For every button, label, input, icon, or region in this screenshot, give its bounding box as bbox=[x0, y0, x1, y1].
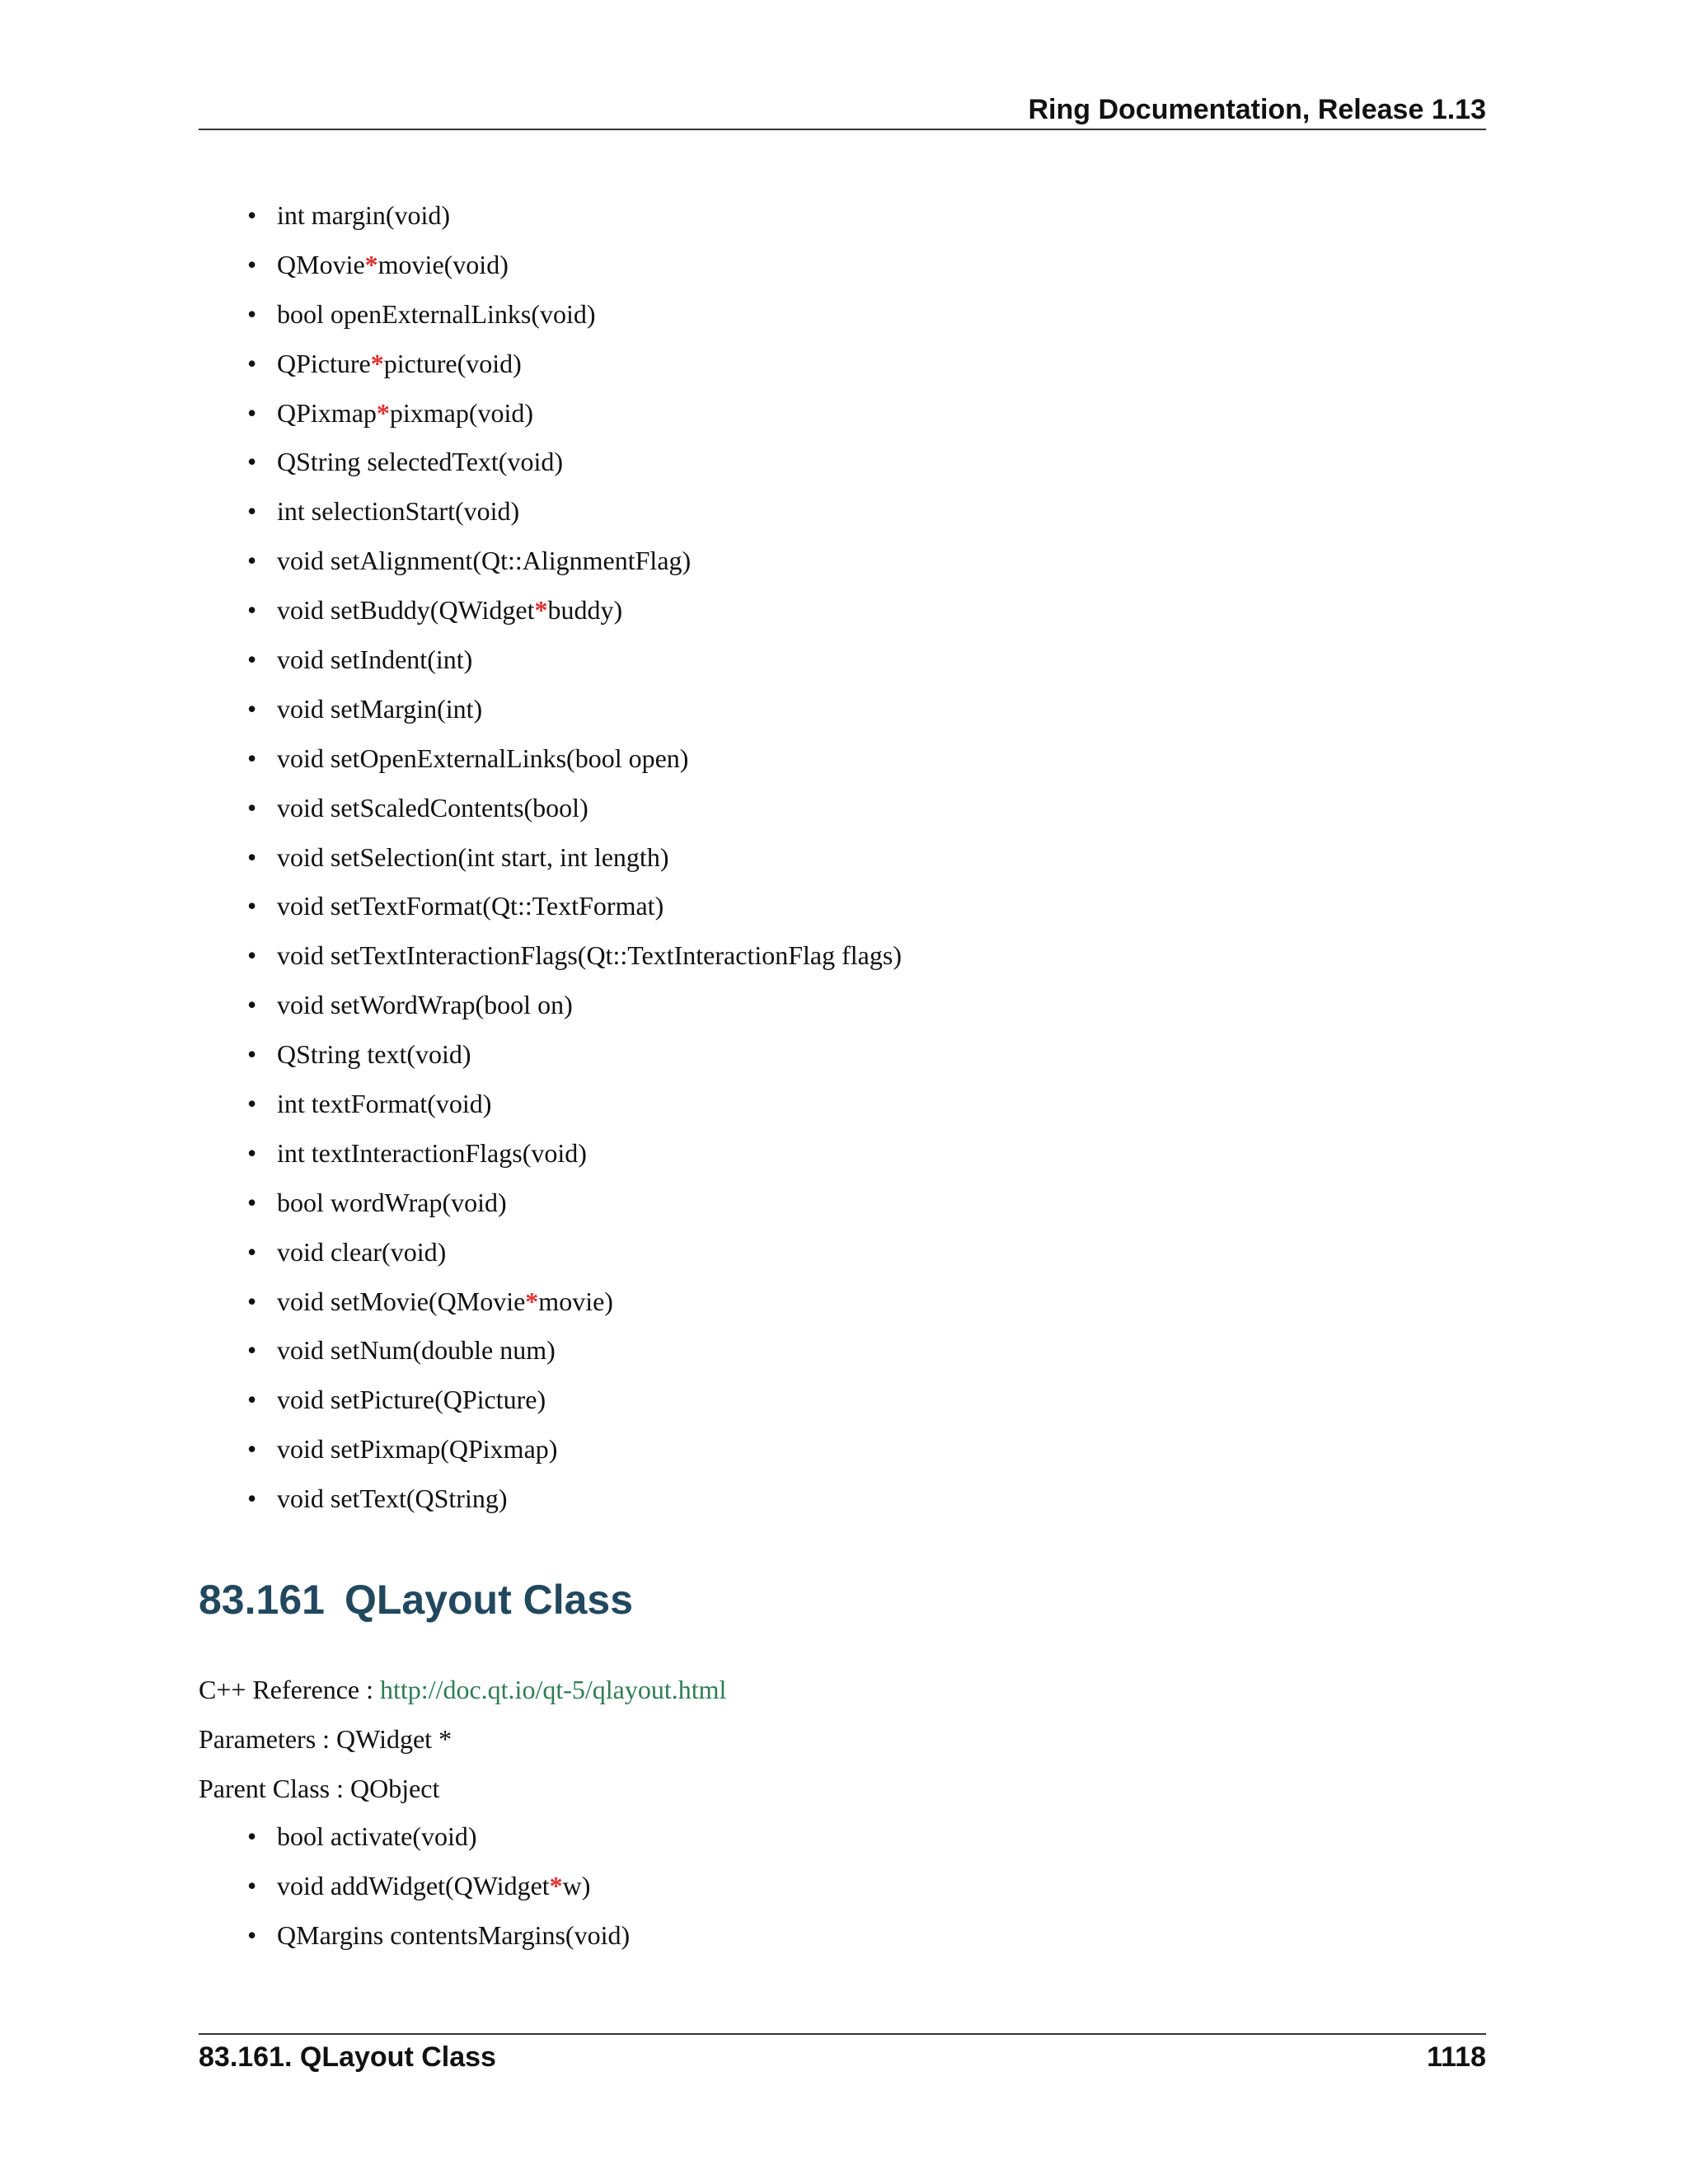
bullet-icon: • bbox=[247, 1870, 257, 1900]
method-signature-rest: w) bbox=[562, 1870, 591, 1900]
bullet-icon: • bbox=[247, 644, 257, 675]
bullet-icon: • bbox=[247, 1434, 257, 1465]
list-item bbox=[247, 438, 902, 487]
list-item bbox=[247, 1812, 630, 1862]
bullet-icon: • bbox=[247, 1821, 257, 1851]
list-item bbox=[247, 1228, 902, 1277]
list-item bbox=[247, 1030, 902, 1080]
bullet-icon: • bbox=[247, 1187, 257, 1217]
pointer-star: * bbox=[364, 249, 378, 279]
method-list-layout bbox=[247, 1812, 630, 1961]
method-signature: QMargins contentsMargins(void) bbox=[277, 1919, 631, 1950]
cpp-reference bbox=[199, 1669, 726, 1710]
method-signature: int margin(void) bbox=[277, 200, 451, 230]
method-signature: int textInteractionFlags(void) bbox=[277, 1137, 587, 1168]
parameters: Parameters : QWidget * bbox=[199, 1724, 452, 1754]
bullet-icon: • bbox=[247, 1236, 257, 1267]
list-item bbox=[247, 784, 902, 833]
method-signature: void setAlignment(Qt::AlignmentFlag) bbox=[277, 546, 692, 576]
bullet-icon: • bbox=[247, 1089, 257, 1119]
bullet-icon: • bbox=[247, 891, 257, 921]
method-signature: void setBuddy(QWidget bbox=[277, 595, 535, 626]
method-signature-rest: movie) bbox=[538, 1286, 613, 1316]
list-item bbox=[247, 1862, 630, 1911]
list-item bbox=[247, 537, 902, 586]
method-signature: bool activate(void) bbox=[277, 1821, 477, 1851]
bullet-icon: • bbox=[247, 792, 257, 823]
method-signature: void setText(QString) bbox=[277, 1483, 508, 1514]
method-signature-rest: buddy) bbox=[547, 595, 623, 626]
method-signature-rest: pixmap(void) bbox=[389, 397, 534, 428]
page-number: 1118 bbox=[1427, 2041, 1486, 2073]
pointer-star: * bbox=[370, 348, 384, 378]
list-item bbox=[247, 1326, 902, 1376]
method-signature-rest: movie(void) bbox=[377, 249, 509, 279]
bullet-icon: • bbox=[247, 743, 257, 773]
list-item bbox=[247, 1129, 902, 1179]
bullet-icon: • bbox=[247, 397, 257, 428]
page-header bbox=[199, 89, 1486, 130]
method-signature: QMovie bbox=[277, 249, 365, 279]
pointer-star: * bbox=[376, 397, 390, 428]
bullet-icon: • bbox=[247, 546, 257, 576]
footer-section: 83.161. QLayout Class bbox=[199, 2041, 496, 2073]
method-signature: void setSelection(int start, int length) bbox=[277, 841, 669, 872]
pointer-star: * bbox=[525, 1286, 539, 1316]
list-item bbox=[247, 1080, 902, 1129]
method-signature-rest: picture(void) bbox=[383, 348, 522, 378]
list-item bbox=[247, 1376, 902, 1425]
method-signature: void setPicture(QPicture) bbox=[277, 1385, 546, 1415]
method-signature: int textFormat(void) bbox=[277, 1089, 492, 1119]
list-item bbox=[247, 833, 902, 883]
list-item bbox=[247, 191, 902, 241]
list-item bbox=[247, 685, 902, 734]
pointer-star: * bbox=[534, 595, 548, 626]
bullet-icon: • bbox=[247, 1137, 257, 1168]
method-signature: void setOpenExternalLinks(bool open) bbox=[277, 743, 689, 773]
list-item bbox=[247, 1277, 902, 1327]
header-title: Ring Documentation, Release 1.13 bbox=[1028, 94, 1486, 125]
list-item bbox=[247, 931, 902, 981]
bullet-icon: • bbox=[247, 447, 257, 477]
list-item bbox=[247, 389, 902, 438]
bullet-icon: • bbox=[247, 841, 257, 872]
list-item bbox=[247, 981, 902, 1030]
parent-class: Parent Class : QObject bbox=[199, 1774, 440, 1803]
method-signature: void setMargin(int) bbox=[277, 693, 483, 724]
method-signature: void setScaledContents(bool) bbox=[277, 792, 588, 823]
method-signature: int selectionStart(void) bbox=[277, 496, 520, 527]
list-item bbox=[247, 586, 902, 635]
method-signature: void setIndent(int) bbox=[277, 644, 473, 675]
cpp-reference-link[interactable]: http://doc.qt.io/qt-5/qlayout.html bbox=[380, 1675, 727, 1704]
method-signature: void setNum(double num) bbox=[277, 1335, 556, 1366]
method-signature: QPixmap bbox=[277, 397, 377, 428]
method-signature: QString text(void) bbox=[277, 1039, 471, 1070]
list-item bbox=[247, 1911, 630, 1961]
bullet-icon: • bbox=[247, 1385, 257, 1415]
pointer-star: * bbox=[549, 1870, 563, 1900]
cpp-reference-label: C++ Reference : bbox=[199, 1675, 380, 1704]
method-signature: void addWidget(QWidget bbox=[277, 1870, 550, 1900]
method-signature: QString selectedText(void) bbox=[277, 447, 563, 477]
list-item bbox=[247, 635, 902, 685]
bullet-icon: • bbox=[247, 940, 257, 971]
bullet-icon: • bbox=[247, 1483, 257, 1514]
bullet-icon: • bbox=[247, 348, 257, 378]
method-list-label bbox=[247, 191, 902, 1524]
list-item bbox=[247, 340, 902, 389]
list-item bbox=[247, 882, 902, 931]
method-signature: void setPixmap(QPixmap) bbox=[277, 1434, 558, 1465]
page-footer bbox=[199, 2033, 1486, 2074]
list-item bbox=[247, 1425, 902, 1474]
bullet-icon: • bbox=[247, 693, 257, 724]
bullet-icon: • bbox=[247, 1039, 257, 1070]
section-number: 83.161 bbox=[199, 1577, 325, 1623]
bullet-icon: • bbox=[247, 496, 257, 527]
bullet-icon: • bbox=[247, 990, 257, 1020]
bullet-icon: • bbox=[247, 249, 257, 279]
method-signature: void setWordWrap(bool on) bbox=[277, 990, 573, 1020]
bullet-icon: • bbox=[247, 1335, 257, 1366]
method-signature: void setTextInteractionFlags(Qt::TextInteractionFlag flags) bbox=[277, 940, 902, 971]
list-item bbox=[247, 1179, 902, 1228]
list-item bbox=[247, 1474, 902, 1524]
method-signature: bool openExternalLinks(void) bbox=[277, 298, 596, 329]
method-signature: bool wordWrap(void) bbox=[277, 1187, 507, 1217]
list-item bbox=[247, 734, 902, 784]
method-signature: void setTextFormat(Qt::TextFormat) bbox=[277, 891, 664, 921]
list-item bbox=[247, 487, 902, 537]
bullet-icon: • bbox=[247, 595, 257, 626]
method-signature: void setMovie(QMovie bbox=[277, 1286, 526, 1316]
section-name: QLayout Class bbox=[344, 1577, 634, 1623]
list-item bbox=[247, 241, 902, 290]
method-signature: void clear(void) bbox=[277, 1236, 447, 1267]
section-title bbox=[199, 1571, 633, 1629]
bullet-icon: • bbox=[247, 200, 257, 230]
bullet-icon: • bbox=[247, 1286, 257, 1316]
bullet-icon: • bbox=[247, 1919, 257, 1950]
method-signature: QPicture bbox=[277, 348, 371, 378]
bullet-icon: • bbox=[247, 298, 257, 329]
list-item bbox=[247, 290, 902, 340]
